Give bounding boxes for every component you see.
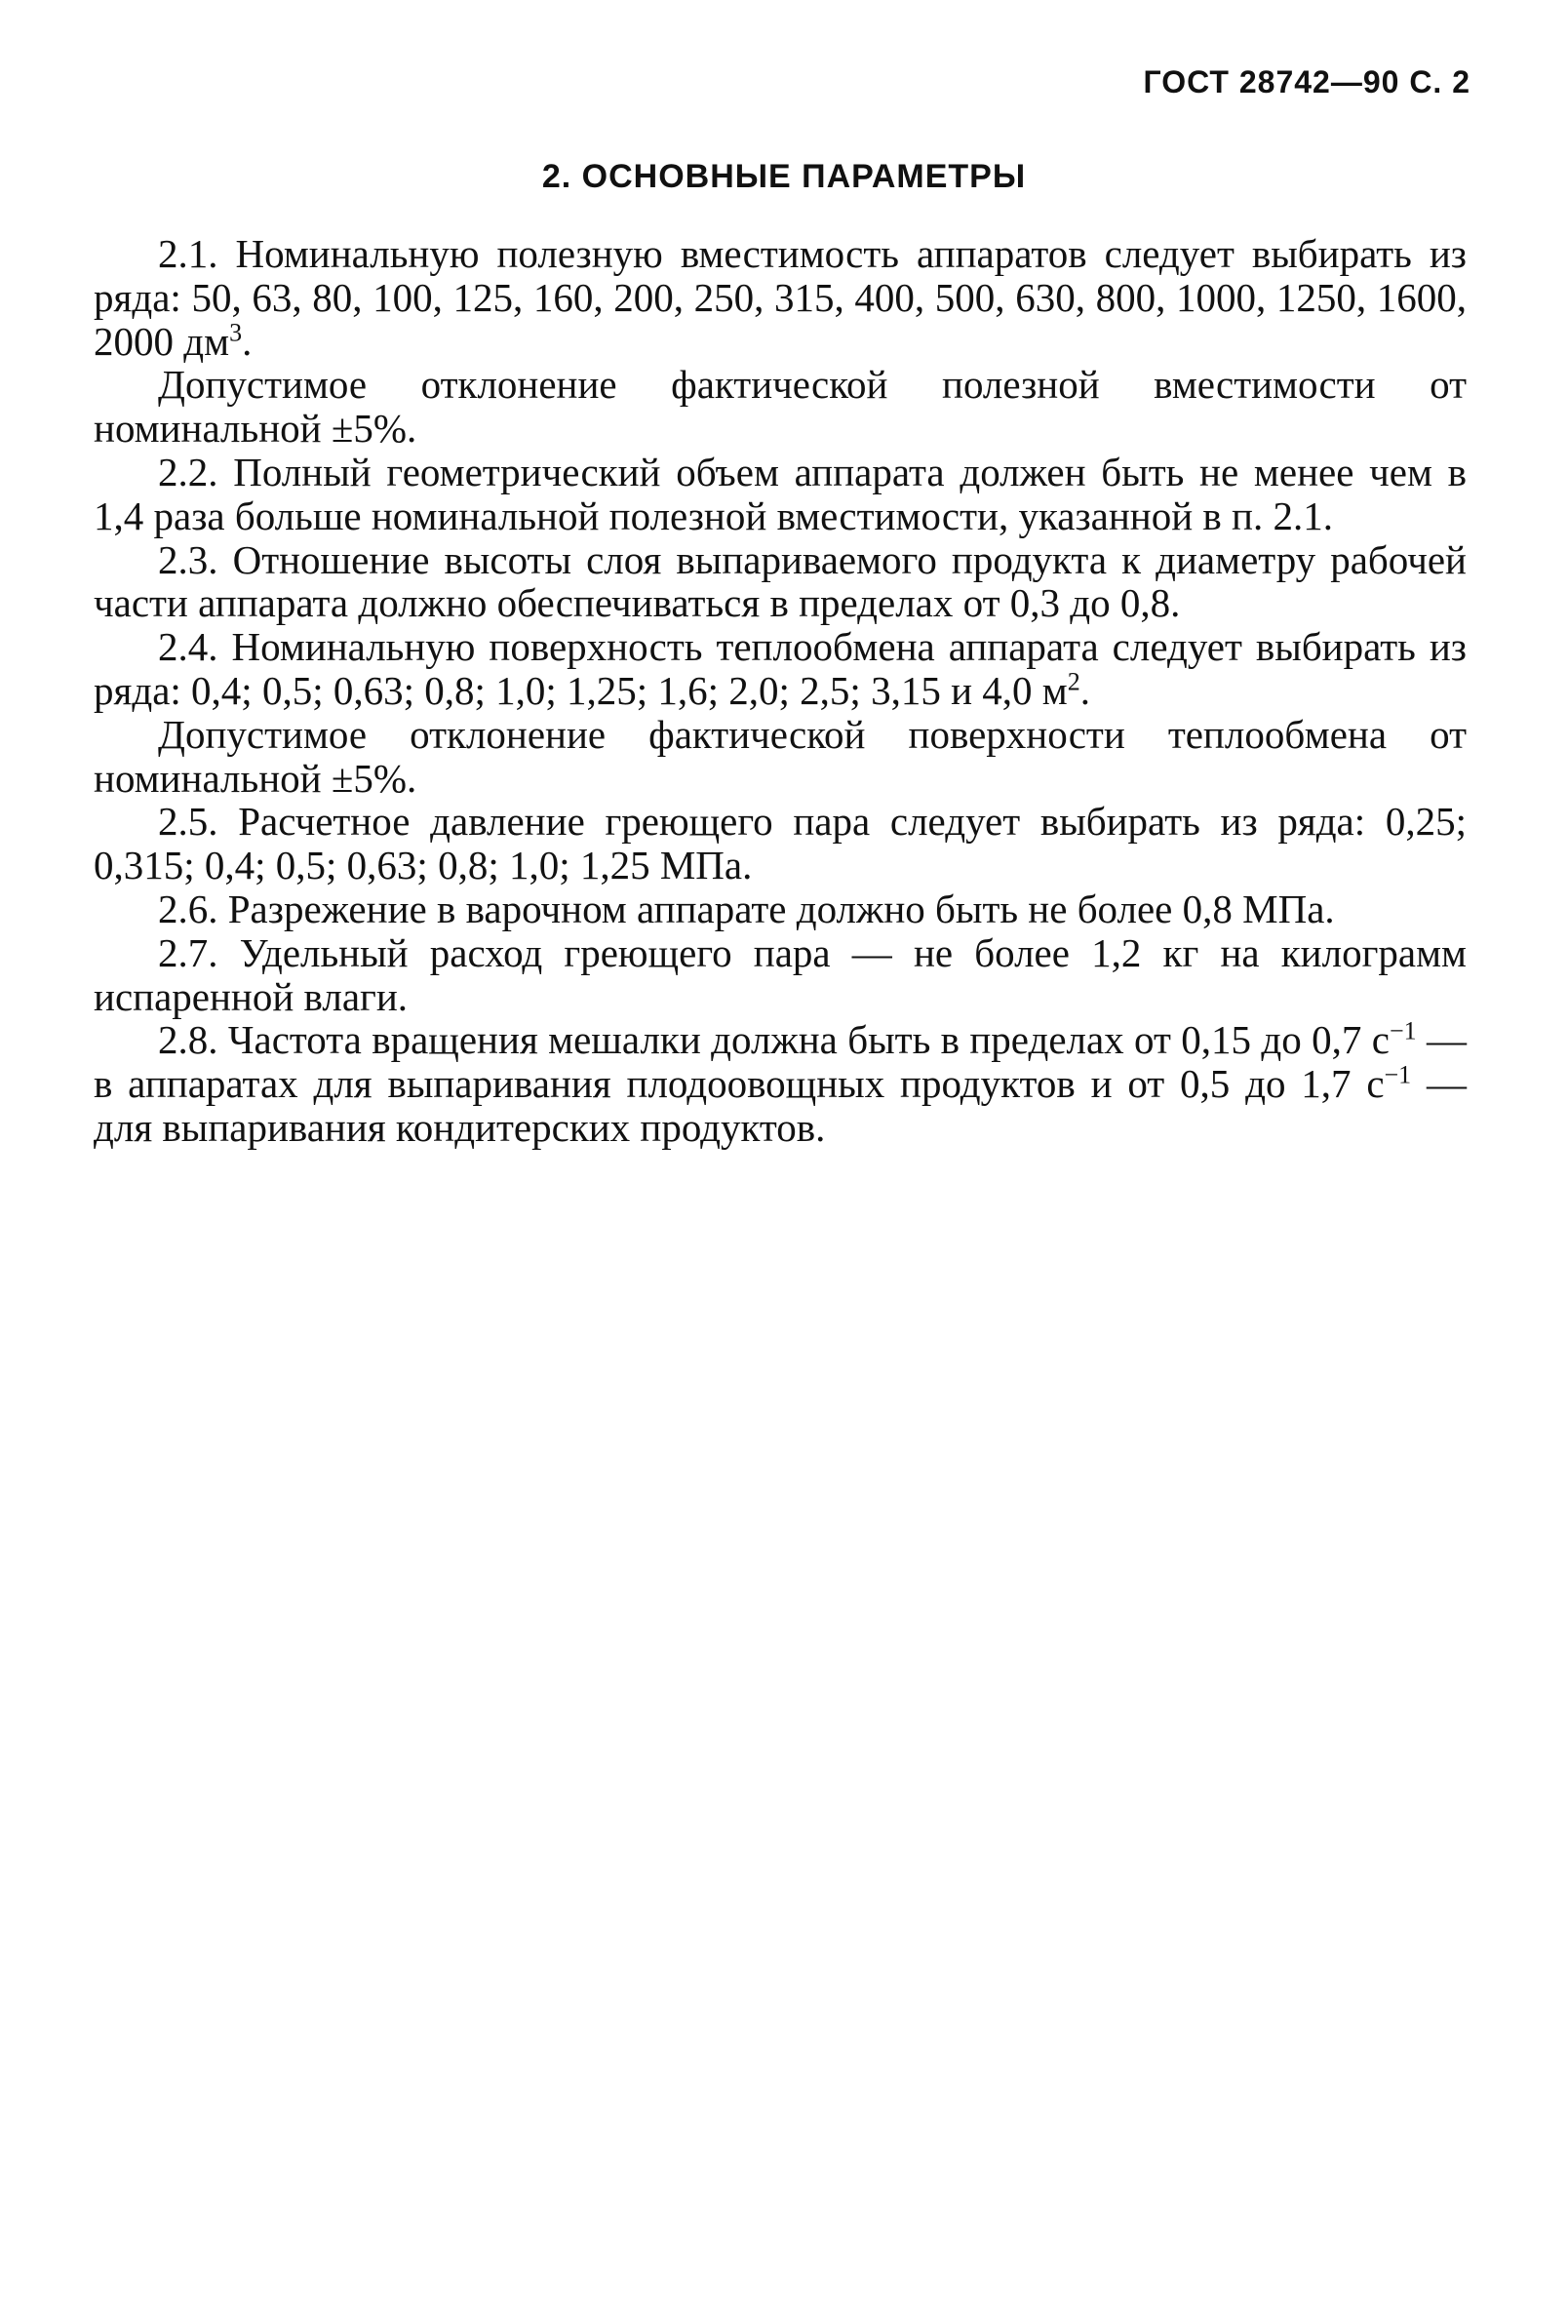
section-title: 2. ОСНОВНЫЕ ПАРАМЕТРЫ <box>541 158 1027 195</box>
paragraph-tail: — в аппаратах для выпаривания плодоовощных продуктов и от 0,5 до 1,7 с <box>94 1017 1468 1107</box>
paragraph-text: 2.1. Номинальную полезную вместимость аппаратов следует выбирать из ряда: 50, 63, 80, 100, 125, 160, 200, 250, 315, 400, 500, 630, 800, 1000, 1250, 1600, 2000 дм <box>94 231 1467 364</box>
paragraph-2-1 <box>94 232 1467 363</box>
paragraph-2-8 <box>94 1018 1467 1149</box>
paragraph-2-5 <box>94 800 1467 887</box>
paragraph-2-4 <box>94 625 1467 713</box>
paragraph-text: Допустимое отклонение фактической поверхности теплообмена от номинальной ±5%. <box>94 711 1467 801</box>
superscript: 3 <box>229 317 243 346</box>
paragraph-text: 2.8. Частота вращения мешалки должна быть в пределах от 0,15 до 0,7 с <box>158 1017 1390 1063</box>
paragraph-2-4-tolerance <box>94 713 1467 801</box>
document-body <box>94 232 1467 1150</box>
paragraph-text: 2.7. Удельный расход греющего пара — не более 1,2 кг на килограмм испаренной влаги. <box>94 929 1467 1019</box>
paragraph-text: 2.2. Полный геометрический объем аппарата должен быть не менее чем в 1,4 раза больше номинальной полезной вместимости, указанной в п. 2.1. <box>94 449 1467 538</box>
paragraph-2-7 <box>94 931 1467 1019</box>
paragraph-2-2 <box>94 451 1467 538</box>
paragraph-2-3 <box>94 538 1467 626</box>
paragraph-text: 2.5. Расчетное давление греющего пара следует выбирать из ряда: 0,25; 0,315; 0,4; 0,5; 0,63; 0,8; 1,0; 1,25 МПа. <box>94 799 1467 888</box>
paragraph-tail: . <box>1079 667 1090 713</box>
superscript: −1 <box>1389 1016 1417 1045</box>
paragraph-text: 2.3. Отношение высоты слоя выпариваемого продукта к диаметру рабочей части аппарата должно обеспечиваться в пределах от 0,3 до 0,8. <box>94 536 1467 626</box>
superscript: −1 <box>1384 1060 1412 1089</box>
paragraph-text: 2.4. Номинальную поверхность теплообмена аппарата следует выбирать из ряда: 0,4; 0,5; 0,63; 0,8; 1,0; 1,25; 1,6; 2,0; 2,5; 3,15 и 4,0 м <box>94 624 1467 713</box>
superscript: 2 <box>1067 667 1080 696</box>
paragraph-2-1-tolerance <box>94 363 1467 451</box>
paragraph-text: Допустимое отклонение фактической полезной вместимости от номинальной ±5%. <box>94 362 1467 452</box>
paragraph-tail: — для выпаривания кондитерских продуктов. <box>94 1061 1467 1150</box>
paragraph-text: 2.6. Разрежение в варочном аппарате должно быть не более 0,8 МПа. <box>158 886 1335 931</box>
paragraph-tail: . <box>242 318 253 364</box>
paragraph-2-6 <box>94 887 1467 931</box>
page-header-doc-ref: ГОСТ 28742—90 С. 2 <box>1143 64 1470 99</box>
